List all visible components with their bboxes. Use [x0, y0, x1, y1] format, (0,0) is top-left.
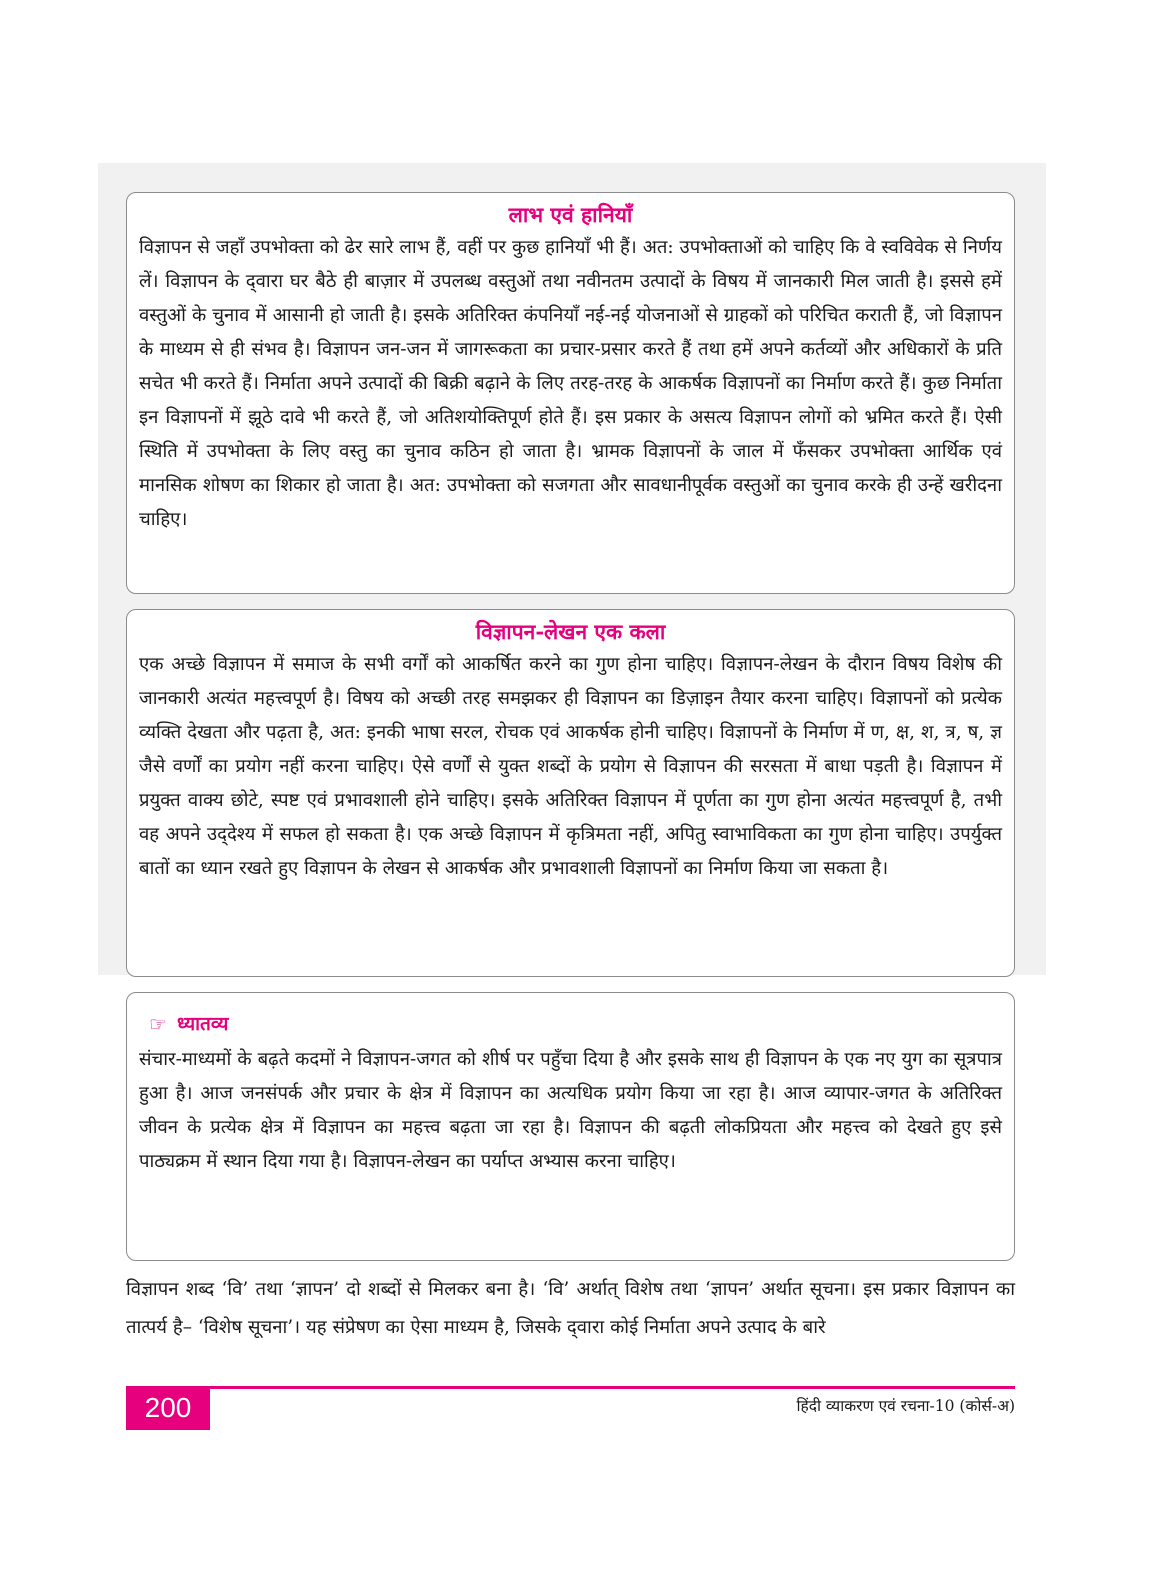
note-title: ध्यातव्य: [176, 1013, 229, 1035]
footer-rule: [126, 1386, 1015, 1389]
page-number: 200: [126, 1386, 210, 1430]
note-box: [126, 992, 1015, 1261]
pointing-hand-icon: ☞: [149, 1012, 167, 1036]
book-title: हिंदी व्याकरण एवं रचना-10 (कोर्स-अ): [796, 1397, 1015, 1415]
advertising-art-title: विज्ञापन-लेखन एक कला: [475, 619, 666, 644]
benefits-box: [126, 192, 1015, 594]
main-paragraph: विज्ञापन शब्द ‘वि’ तथा ‘ज्ञापन’ दो शब्दों से मिलकर बना है। ‘वि’ अर्थात् विशेष तथा ‘ज्ञापन’ अर्थात सूचना। इस प्रकार विज्ञापन का तात्पर्य है– ‘विशेष सूचना’। यह संप्रेषण का ऐसा माध्यम है, जिसके द्‌वारा कोई निर्माता अपने उत्पाद के बारे: [126, 1279, 1015, 1338]
advertising-art-box: [126, 609, 1015, 977]
advertising-art-body: एक अच्छे विज्ञापन में समाज के सभी वर्गों को आकर्षित करने का गुण होना चाहिए। विज्ञापन-लेखन के दौरान विषय विशेष की जानकारी अत्यंत महत्त्वपूर्ण है। विषय को अच्छी तरह समझकर ही विज्ञापन का डिज़ाइन तैयार करना चाहिए। विज्ञापनों को प्रत्येक व्यक्ति देखता और पढ़ता है, अत: इनकी भाषा सरल, रोचक एवं आकर्षक होनी चाहिए। विज्ञापनों के निर्माण में ण, क्ष, श, त्र, ष, ज्ञ जैसे वर्णों का प्रयोग नहीं करना चाहिए। ऐसे वर्णों से युक्त शब्दों के प्रयोग से विज्ञापन की सरसता में बाधा पड़ती है। विज्ञापन में प्रयुक्त वाक्य छोटे, स्पष्ट एवं प्रभावशाली होने चाहिए। इसके अतिरिक्त विज्ञापन में पूर्णता का गुण होना अत्यंत महत्त्वपूर्ण है, तभी वह अपने उद्‌देश्य में सफल हो सकता है। एक अच्छे विज्ञापन में कृत्रिमता नहीं, अपितु स्वाभाविकता का गुण होना चाहिए। उपर्युक्त बातों का ध्यान रखते हुए विज्ञापन के लेखन से आकर्षक और प्रभावशाली विज्ञापनों का निर्माण किया जा सकता है।: [139, 654, 1002, 879]
note-heading: [149, 1009, 1002, 1039]
benefits-title: लाभ एवं हानियाँ: [508, 202, 633, 227]
benefits-body: विज्ञापन से जहाँ उपभोक्ता को ढेर सारे लाभ हैं, वहीं पर कुछ हानियाँ भी हैं। अत: उपभोक्ताओं को चाहिए कि वे स्वविवेक से निर्णय लें। विज्ञापन के द्‌वारा घर बैठे ही बाज़ार में उपलब्ध वस्तुओं तथा नवीनतम उत्पादों के विषय में जानकारी मिल जाती है। इससे हमें वस्तुओं के चुनाव में आसानी हो जाती है। इसके अतिरिक्त कंपनियाँ नई-नई योजनाओं से ग्राहकों को परिचित कराती हैं, जो विज्ञापन के माध्यम से ही संभव है। विज्ञापन जन-जन में जागरूकता का प्रचार-प्रसार करते हैं तथा हमें अपने कर्तव्यों और अधिकारों के प्रति सचेत भी करते हैं। निर्माता अपने उत्पादों की बिक्री बढ़ाने के लिए तरह-तरह के आकर्षक विज्ञापनों का निर्माण करते हैं। कुछ निर्माता इन विज्ञापनों में झूठे दावे भी करते हैं, जो अतिशयोक्तिपूर्ण होते हैं। इस प्रकार के असत्य विज्ञापन लोगों को भ्रमित करते हैं। ऐसी स्थिति में उपभोक्ता के लिए वस्तु का चुनाव कठिन हो जाता है। भ्रामक विज्ञापनों के जाल में फँसकर उपभोक्ता आर्थिक एवं मानसिक शोषण का शिकार हो जाता है। अत: उपभोक्ता को सजगता और सावधानीपूर्वक वस्तुओं का चुनाव करके ही उन्हें खरीदना चाहिए।: [139, 237, 1002, 530]
note-body: संचार-माध्यमों के बढ़ते कदमों ने विज्ञापन-जगत को शीर्ष पर पहुँचा दिया है और इसके साथ ही विज्ञापन के एक नए युग का सूत्रपात्र हुआ है। आज जनसंपर्क और प्रचार के क्षेत्र में विज्ञापन का अत्यधिक प्रयोग किया जा रहा है। आज व्यापार-जगत के अतिरिक्त जीवन के प्रत्येक क्षेत्र में विज्ञापन का महत्त्व बढ़ता जा रहा है। विज्ञापन की बढ़ती लोकप्रियता और महत्त्व को देखते हुए इसे पाठ्यक्रम में स्थान दिया गया है। विज्ञापन-लेखन का पर्याप्त अभ्यास करना चाहिए।: [139, 1049, 1002, 1172]
